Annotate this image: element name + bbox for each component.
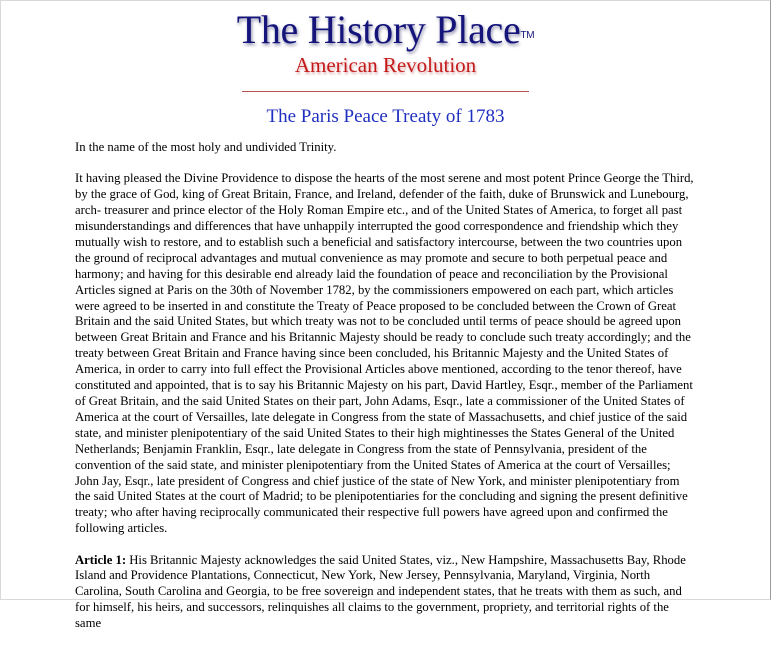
- site-title-text[interactable]: The History Place: [236, 7, 521, 52]
- trademark-mark: TM: [520, 30, 535, 41]
- site-title[interactable]: [0, 6, 771, 54]
- article-1-paragraph: [75, 553, 697, 633]
- preamble-paragraph: It having pleased the Divine Providence to dispose the hearts of the most serene and most potent Prince George the Third, by the grace of God, king of Great Britain, France, and Ireland, defender of the faith, duke of Brunswick and Lunebourg, arch- treasurer and prince elector of the Holy Roman Empire etc., and of the United States of America, to forget all past misunderstandings and differences that have unhappily interrupted the good correspondence and friendship which they mutually wish to restore, and to establish such a beneficial and satisfactory intercourse, between the two countries upon the ground of reciprocal advantages and mutual convenience as may promote and secure to both perpetual peace and harmony; and having for this desirable end already laid the foundation of peace and reconciliation by the Provisional Articles signed at Paris on the 30th of November 1782, by the commissioners empowered on each part, which articles were agreed to be inserted in and constitute the Treaty of Peace proposed to be concluded between the Crown of Great Britain and the said United States, but which treaty was not to be concluded until terms of peace should be agreed upon between Great Britain and France and his Britannic Majesty should be ready to conclude such treaty accordingly; and the treaty between Great Britain and France having since been concluded, his Britannic Majesty and the United States of America, in order to carry into full effect the Provisional Articles above mentioned, according to the tenor thereof, have constituted and appointed, that is to say his Britannic Majesty on his part, David Hartley, Esqr., member of the Parliament of Great Britain, and the said United States on their part, John Adams, Esqr., late a commissioner of the United States of America at the court of Versailles, late delegate in Congress from the state of Massachusetts, and chief justice of the said state, and minister plenipotentiary of the said United States to their high mightinesses the States General of the United Netherlands; Benjamin Franklin, Esqr., late delegate in Congress from the state of Pennsylvania, president of the convention of the said state, and minister plenipotentiary from the United States of America at the court of Versailles; John Jay, Esqr., late president of Congress and chief justice of the state of New York, and minister plenipotentiary from the said United States at the court of Madrid; to be plenipotentiaries for the concluding and signing the present definitive treaty; who after having reciprocally communicated their respective full powers have agreed upon and confirmed the following articles.: [75, 171, 694, 536]
- article-1-text: His Britannic Majesty acknowledges the said United States, viz., New Hampshire, Massachusetts Bay, Rhode Island and Providence Plantations, Connecticut, New York, New Jersey, Pennsylvania, Maryland, Virginia, North Carolina, South Carolina and Georgia, to be free sovereign and independent states, that he treats with them as such, and for himself, his heirs, and successors, relinquishes all claims to the government, propriety, and territorial rights of the same: [75, 552, 686, 631]
- article-1-label: Article 1:: [75, 552, 127, 567]
- invocation-paragraph: In the name of the most holy and undivided Trinity.: [75, 140, 337, 154]
- document-title: The Paris Peace Treaty of 1783: [266, 106, 505, 127]
- header-divider: [242, 91, 529, 92]
- section-title[interactable]: American Revolution: [294, 53, 477, 77]
- document-body: [75, 140, 697, 647]
